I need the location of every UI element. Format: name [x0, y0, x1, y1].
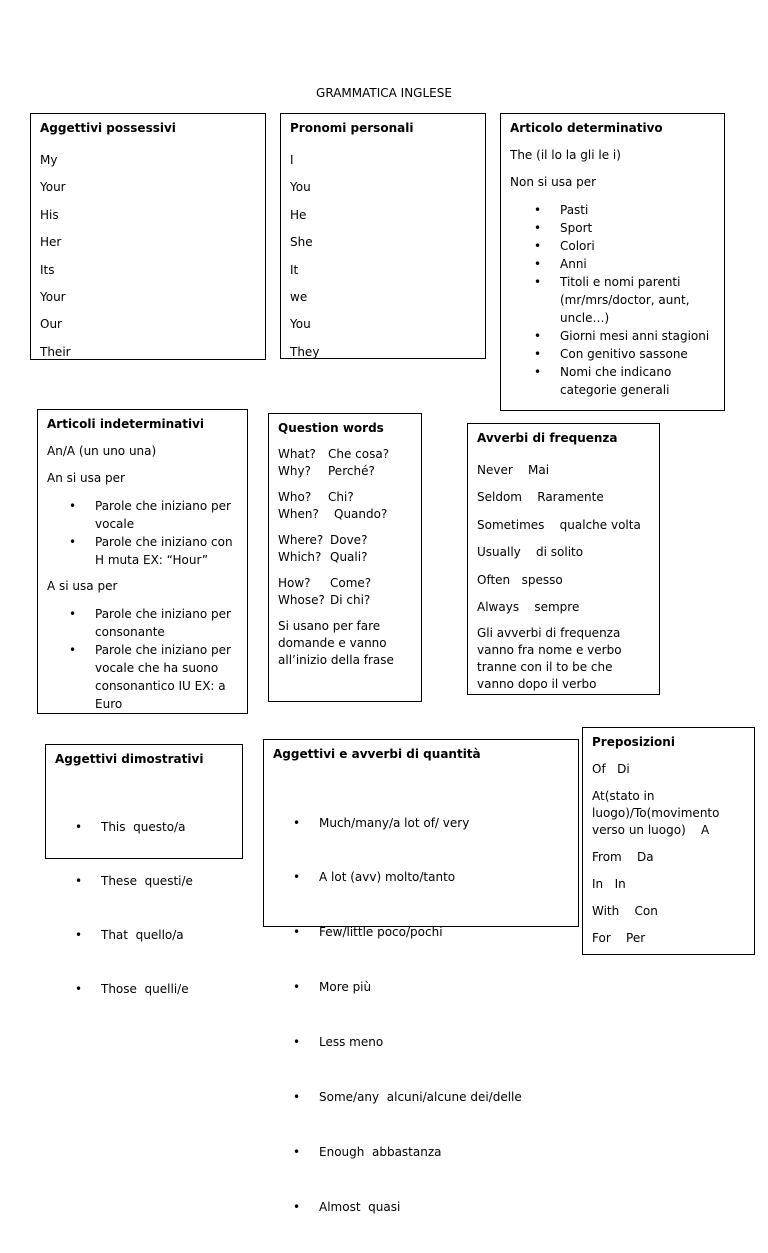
list-item: • That quello/a: [101, 926, 234, 944]
question-row: [278, 592, 413, 609]
frequency-row: [477, 512, 651, 539]
list-item: Your: [40, 180, 66, 195]
usage-note: Gli avverbi di frequenza vanno fra nome e verbo tranne con il to be che vanno dopo il verbo: [477, 626, 622, 692]
usage-line: An si usa per: [47, 471, 125, 485]
box-avverbi-frequenza: [467, 423, 660, 695]
list-item: • This questo/a: [101, 818, 234, 836]
question-it: Di chi?: [330, 593, 371, 607]
question-row: [278, 532, 413, 549]
box-articolo-determinativo: [500, 113, 725, 411]
list-item: • Colori: [560, 237, 716, 255]
list-item: • Pasti: [560, 201, 716, 219]
box-aggettivi-quantita: [263, 739, 579, 1214]
box-heading: Aggettivi possessivi: [40, 121, 176, 135]
box-heading: Articolo determinativo: [510, 121, 663, 135]
adverb-it: Raramente: [537, 490, 604, 505]
preposition-row: With Con: [592, 904, 658, 918]
question-en: Where?: [278, 533, 324, 547]
definition-line: The (il lo la gli le i): [510, 148, 621, 162]
box-articoli-indeterminativi: [37, 409, 248, 714]
list-item: • Few/little poco/pochi: [319, 923, 570, 941]
question-row: [278, 446, 413, 463]
question-en: Why?: [278, 464, 311, 478]
box-aggettivi-possessivi: [30, 113, 266, 360]
list-item: Our: [40, 317, 62, 332]
list-item: • Parole che iniziano per vocale: [95, 497, 239, 533]
box-heading: Aggettivi e avverbi di quantità: [273, 747, 481, 761]
list-item: • Parole che iniziano con H muta EX: “Hour”: [95, 533, 239, 569]
list-item: Their: [40, 344, 71, 359]
question-en: Who?: [278, 490, 312, 504]
question-it: Quali?: [330, 550, 368, 564]
box-heading: Preposizioni: [592, 735, 675, 749]
question-row: [278, 489, 413, 506]
list-item: • Nomi che indicano categorie generali: [560, 363, 716, 399]
adverb-en: Sometimes: [477, 517, 545, 532]
list-item: • Those quelli/e: [101, 980, 234, 998]
question-en: Which?: [278, 550, 322, 564]
list-item: Her: [40, 235, 62, 250]
list-item: Your: [40, 290, 66, 305]
question-row: [278, 575, 413, 592]
adverb-en: Often: [477, 572, 511, 587]
list-item: It: [290, 262, 299, 277]
question-en: How?: [278, 576, 311, 590]
list-item: You: [290, 317, 311, 332]
question-en: Whose?: [278, 593, 325, 607]
frequency-row: [477, 567, 651, 594]
list-item: • A lot (avv) molto/tanto: [319, 868, 570, 886]
frequency-row: [477, 539, 651, 566]
question-it: Chi?: [328, 490, 354, 504]
frequency-row: [477, 484, 651, 511]
list-item: • Some/any alcuni/alcune dei/delle: [319, 1088, 570, 1106]
list-item: • Sport: [560, 219, 716, 237]
question-en: When?: [278, 507, 319, 521]
adverb-it: spesso: [521, 572, 563, 587]
box-heading: Pronomi personali: [290, 121, 414, 135]
question-it: Quando?: [334, 507, 388, 521]
question-row: [278, 549, 413, 566]
box-aggettivi-dimostrativi: [45, 744, 243, 996]
list-item: I: [290, 153, 294, 167]
question-it: Perché?: [328, 464, 375, 478]
question-it: Dove?: [330, 533, 368, 547]
list-item: He: [290, 207, 307, 222]
list-item: She: [290, 235, 313, 250]
question-it: Che cosa?: [328, 447, 390, 461]
list-item: • These questi/e: [101, 872, 234, 890]
adverb-it: di solito: [536, 545, 584, 560]
adverb-it: Mai: [528, 463, 550, 477]
list-item: My: [40, 153, 58, 167]
adverb-it: qualche volta: [559, 517, 641, 532]
box-heading: Question words: [278, 421, 384, 435]
list-item: • Parole che iniziano per vocale che ha suono consonantico IU EX: a Euro: [95, 641, 239, 713]
preposition-row: At(stato in luogo)/To(movimento verso un luogo) A: [592, 789, 724, 837]
adverb-it: sempre: [534, 600, 580, 615]
usage-line: Non si usa per: [510, 175, 597, 189]
box-pronomi-personali: [280, 113, 486, 359]
page-title: GRAMMATICA INGLESE: [316, 86, 452, 100]
adverb-en: Seldom: [477, 490, 522, 505]
adverb-en: Never: [477, 463, 513, 477]
box-heading: Articoli indeterminativi: [47, 417, 205, 431]
adverb-en: Usually: [477, 545, 521, 560]
list-item: • Anni: [560, 255, 716, 273]
adverb-en: Always: [477, 600, 520, 615]
question-it: Come?: [330, 576, 372, 590]
list-item: His: [40, 207, 59, 222]
usage-line: A si usa per: [47, 579, 118, 593]
box-heading: Aggettivi dimostrativi: [55, 752, 204, 766]
list-item: • Much/many/a lot of/ very: [319, 814, 570, 832]
question-en: What?: [278, 447, 316, 461]
frequency-row: [477, 457, 651, 484]
list-item: • Almost quasi: [319, 1198, 570, 1216]
question-row: [278, 463, 413, 480]
preposition-row: Of Di: [592, 762, 630, 776]
frequency-row: [477, 594, 651, 621]
list-item: • More più: [319, 978, 570, 996]
preposition-row: For Per: [592, 931, 646, 945]
question-row: [278, 506, 413, 523]
list-item: • Parole che iniziano per consonante: [95, 605, 239, 641]
preposition-row: In In: [592, 877, 626, 891]
list-item: • Less meno: [319, 1033, 570, 1051]
box-question-words: [268, 413, 422, 702]
list-item: They: [290, 344, 320, 359]
box-preposizioni: [582, 727, 755, 955]
list-item: • Con genitivo sassone: [560, 345, 716, 363]
box-heading: Avverbi di frequenza: [477, 431, 618, 445]
list-item: Its: [40, 262, 55, 277]
usage-note: Si usano per fare domande e vanno all’inizio della frase: [278, 619, 394, 667]
list-item: • Giorni mesi anni stagioni: [560, 327, 716, 345]
definition-line: An/A (un uno una): [47, 444, 157, 458]
list-item: • Titoli e nomi parenti (mr/mrs/doctor, aunt, uncle…): [560, 273, 716, 327]
preposition-row: From Da: [592, 850, 654, 864]
list-item: • Enough abbastanza: [319, 1143, 570, 1161]
list-item: we: [290, 290, 308, 305]
list-item: You: [290, 180, 311, 195]
